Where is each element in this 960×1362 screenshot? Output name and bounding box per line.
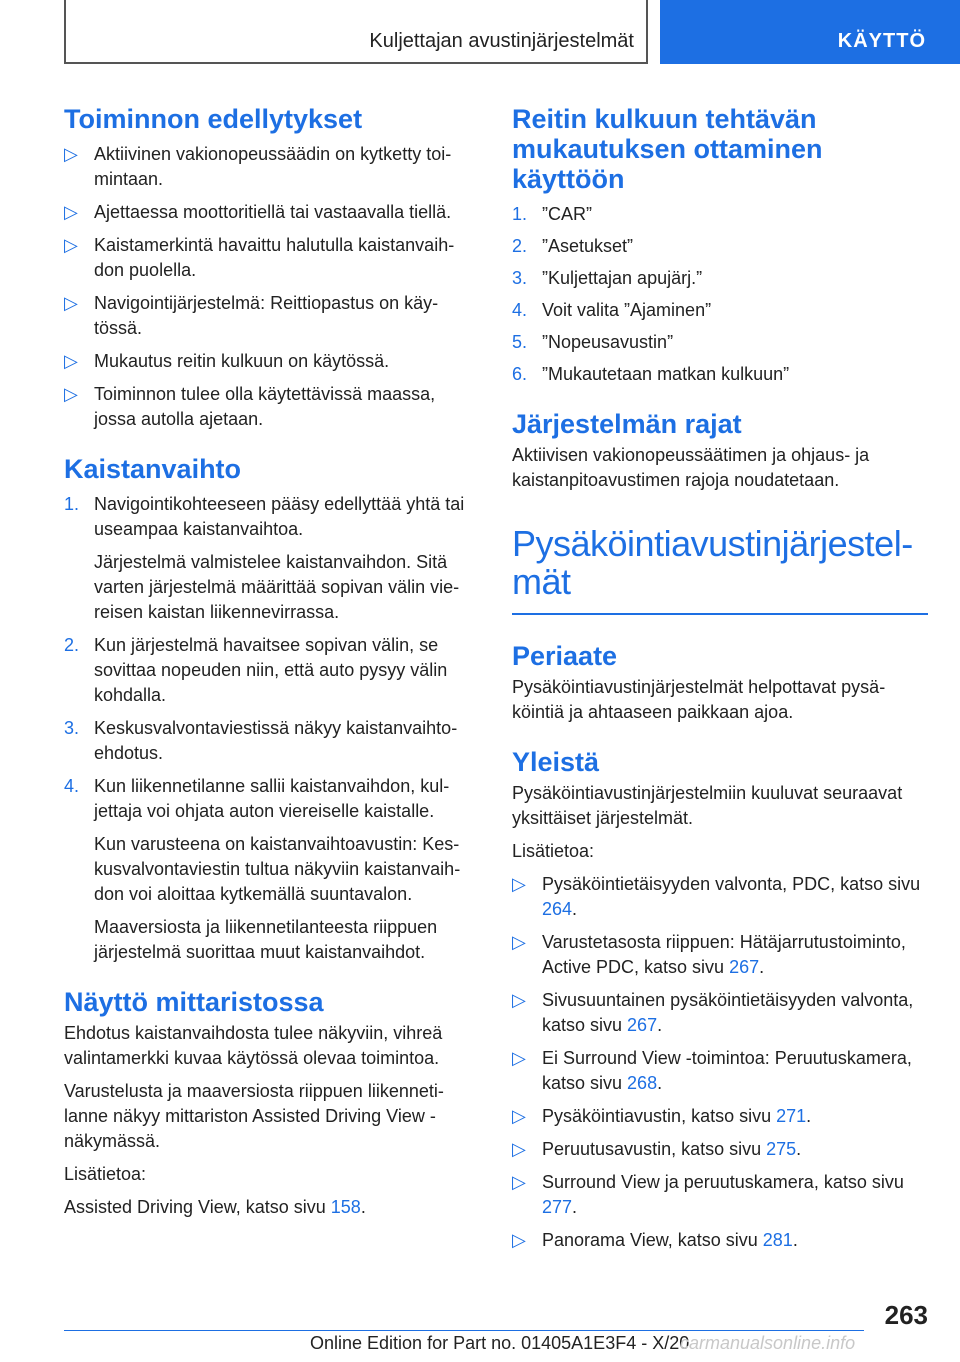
page-link[interactable]: 277 bbox=[542, 1197, 573, 1217]
step-note: Maaversiosta ja liikennetilanteesta riippuen järjestelmä suorittaa muut kaistanvaihdot. bbox=[94, 917, 438, 962]
list-item: ▷ Panorama View, katso sivu 281. bbox=[512, 1228, 928, 1253]
triangle-bullet-icon: ▷ bbox=[512, 1230, 526, 1250]
page-link[interactable]: 158 bbox=[330, 1197, 361, 1217]
list-item: ▷ Peruutusavustin, katso sivu 275. bbox=[512, 1137, 928, 1162]
principle-paragraph: Pysäköintiavustinjärjestelmät helpottavat pysäköintiä ja ahtaaseen paikkaan ajoa. bbox=[512, 677, 886, 722]
list-item: 1. ”CAR” bbox=[512, 202, 928, 227]
instrument-heading: Näyttö mittaristossa bbox=[64, 987, 324, 1017]
list-item: 4. Voit valita ”Ajaminen” bbox=[512, 298, 928, 323]
more-info-label: Lisätietoa: bbox=[512, 841, 595, 861]
list-item: 3. Keskusvalvontaviestissä näkyy kaistanvaihtoehdotus. bbox=[64, 718, 458, 763]
step-number: 6. bbox=[512, 364, 528, 384]
list-item: 4. Kun liikennetilanne sallii kaistanvaihdon, kuljettaja voi ohjata auton viereiselle kaistalle. Kun varusteena on kaistanvaihtoavustin: Keskusvalvontaviestin tultua näkyviin kaistanvaihdon voi aloittaa kytkemällä suuntavalon. Maaversiosta ja liikennetilanteesta riippuen järjestelmä suorittaa muut kaistanvaihdot. bbox=[64, 774, 476, 965]
step-note: Järjestelmä valmistelee kaistanvaihdon. Sitä varten järjestelmä määrittää sopivan välin viereisen kaistan liikennevirrassa. bbox=[94, 552, 460, 622]
header-chapter: Kuljettajan avustinjärjestelmät bbox=[369, 30, 634, 52]
list-item: ▷ Ei Surround View -toimintoa: Peruutuskamera, katso sivu 268. bbox=[512, 1048, 912, 1093]
page-link[interactable]: 275 bbox=[766, 1139, 797, 1159]
triangle-bullet-icon: ▷ bbox=[512, 1139, 526, 1159]
header-section-tab bbox=[660, 0, 960, 64]
step-number: 5. bbox=[512, 332, 528, 352]
step-number: 3. bbox=[64, 718, 80, 738]
list-item: ▷ Ajettaessa moottoritiellä tai vastaavalla tiellä. bbox=[64, 200, 476, 225]
instrument-paragraph-2: Varustelusta ja maaversiosta riippuen liikennetilanne näkyy mittariston Assisted Driving View -näkymässä. bbox=[64, 1081, 444, 1151]
right-column bbox=[512, 104, 928, 1253]
reference-line: Assisted Driving View, katso sivu 158. bbox=[64, 1197, 366, 1217]
step-note: Kun varusteena on kaistanvaihtoavustin: Keskusvalvontaviestin tultua näkyviin kaistanvaihdon voi aloittaa kytkemällä suuntavalon. bbox=[94, 834, 461, 904]
page-link[interactable]: 267 bbox=[627, 1015, 658, 1035]
triangle-bullet-icon: ▷ bbox=[64, 144, 78, 164]
triangle-bullet-icon: ▷ bbox=[64, 293, 78, 313]
triangle-bullet-icon: ▷ bbox=[64, 351, 78, 371]
page-link[interactable]: 281 bbox=[762, 1230, 793, 1250]
step-number: 1. bbox=[512, 204, 528, 224]
limits-heading: Järjestelmän rajat bbox=[512, 409, 742, 439]
page-link[interactable]: 271 bbox=[776, 1106, 807, 1126]
list-item: 5. ”Nopeusavustin” bbox=[512, 330, 928, 355]
list-item: ▷ Surround View ja peruutuskamera, katso sivu 277. bbox=[512, 1172, 904, 1217]
header-chapter-box bbox=[64, 0, 648, 64]
list-item: ▷ Toiminnon tulee olla käytettävissä maassa, jossa autolla ajetaan. bbox=[64, 384, 436, 429]
list-item: ▷ Pysäköintietäisyyden valvonta, PDC, katso sivu 264. bbox=[512, 874, 921, 919]
limits-paragraph: Aktiivisen vakionopeussäätimen ja ohjaus- ja kaistanpitoavustimen rajoja noudatetaan. bbox=[512, 445, 870, 490]
more-info-label: Lisätietoa: bbox=[64, 1164, 147, 1184]
page-number: 263 bbox=[884, 1300, 928, 1330]
triangle-bullet-icon: ▷ bbox=[512, 932, 526, 952]
requirements-heading: Toiminnon edellytykset bbox=[64, 104, 363, 134]
requirements-list bbox=[64, 142, 476, 432]
list-item: ▷ Kaistamerkintä havaittu halutulla kaistanvaihdon puolella. bbox=[64, 235, 455, 280]
step-number: 4. bbox=[512, 300, 528, 320]
lane-change-heading: Kaistanvaihto bbox=[64, 454, 242, 484]
watermark: carmanualsonline.info bbox=[680, 1333, 856, 1353]
principle-heading: Periaate bbox=[512, 641, 618, 671]
triangle-bullet-icon: ▷ bbox=[64, 235, 78, 255]
list-item: ▷ Sivusuuntainen pysäköintietäisyyden valvonta, katso sivu 267. bbox=[512, 990, 914, 1035]
instrument-paragraph-1: Ehdotus kaistanvaihdosta tulee näkyviin, vihreä valintamerkki kuvaa käytössä olevaa toimintoa. bbox=[64, 1023, 443, 1068]
triangle-bullet-icon: ▷ bbox=[64, 202, 78, 222]
list-item: ▷ Pysäköintiavustin, katso sivu 271. bbox=[512, 1104, 928, 1129]
parking-title: Pysäköintiavustinjärjestelmät bbox=[512, 523, 914, 602]
general-paragraph: Pysäköintiavustinjärjestelmiin kuuluvat seuraavat yksittäiset järjestelmät. bbox=[512, 783, 903, 828]
triangle-bullet-icon: ▷ bbox=[512, 1106, 526, 1126]
triangle-bullet-icon: ▷ bbox=[64, 384, 78, 404]
list-item: ▷ Varustetasosta riippuen: Hätäjarrutustoiminto, Active PDC, katso sivu 267. bbox=[512, 932, 906, 977]
step-number: 2. bbox=[512, 236, 528, 256]
list-item: ▷ Aktiivinen vakionopeussäädin on kytketty toimintaan. bbox=[64, 144, 452, 189]
page-link[interactable]: 268 bbox=[627, 1073, 658, 1093]
general-heading: Yleistä bbox=[512, 747, 600, 777]
title-divider bbox=[512, 613, 928, 615]
list-item: ▷ Navigointijärjestelmä: Reittiopastus on käytössä. bbox=[64, 293, 439, 338]
step-number: 2. bbox=[64, 635, 80, 655]
step-number: 1. bbox=[64, 494, 80, 514]
step-number: 4. bbox=[64, 776, 80, 796]
footer-divider bbox=[64, 1330, 864, 1331]
list-item: 1. Navigointikohteeseen pääsy edellyttää yhtä tai useampaa kaistanvaihtoa. Järjestelmä valmistelee kaistanvaihdon. Sitä varten järjestelmä määrittää sopivan välin viereisen kaistan liikennevirrassa. bbox=[64, 492, 476, 625]
route-adapt-steps bbox=[512, 202, 928, 387]
route-adapt-heading: Reitin kulkuun tehtävän mukautuksen ottaminen käyttöön bbox=[512, 104, 823, 194]
list-item: 2. Kun järjestelmä havaitsee sopivan välin, se sovittaa nopeuden niin, että auto pysyy välin kohdalla. bbox=[64, 635, 448, 705]
page-link[interactable]: 267 bbox=[729, 957, 760, 977]
footer-edition: Online Edition for Part no. 01405A1E3F4 - X/20 bbox=[310, 1333, 690, 1353]
triangle-bullet-icon: ▷ bbox=[512, 874, 526, 894]
list-item: ▷ Mukautus reitin kulkuun on käytössä. bbox=[64, 349, 476, 374]
list-item: 6. ”Mukautetaan matkan kulkuun” bbox=[512, 362, 928, 387]
step-number: 3. bbox=[512, 268, 528, 288]
header-section: KÄYTTÖ bbox=[837, 30, 926, 52]
parking-systems-list bbox=[512, 872, 928, 1253]
page-link[interactable]: 264 bbox=[542, 899, 573, 919]
triangle-bullet-icon: ▷ bbox=[512, 1048, 526, 1068]
triangle-bullet-icon: ▷ bbox=[512, 1172, 526, 1192]
triangle-bullet-icon: ▷ bbox=[512, 990, 526, 1010]
lane-change-steps bbox=[64, 492, 476, 965]
list-item: 3. ”Kuljettajan apujärj.” bbox=[512, 266, 928, 291]
list-item: 2. ”Asetukset” bbox=[512, 234, 928, 259]
left-column bbox=[64, 104, 476, 1220]
